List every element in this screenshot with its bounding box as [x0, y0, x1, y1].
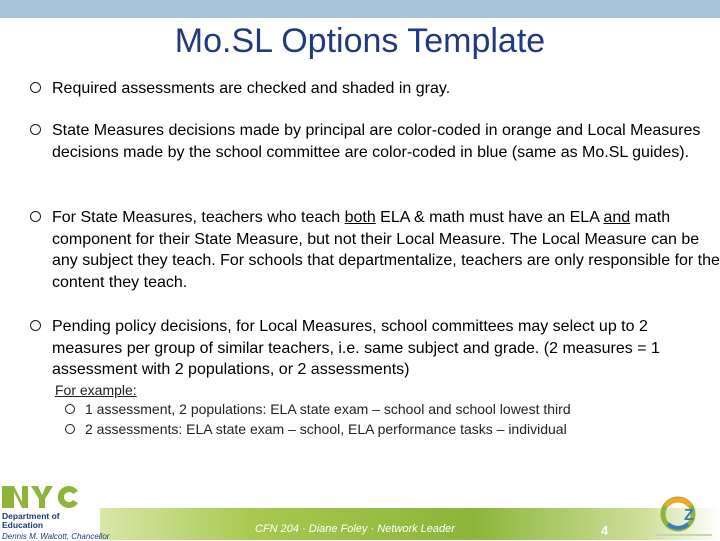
bullet-text-part: For State Measures, teachers who teach — [52, 209, 345, 226]
bullet-text: Required assessments are checked and shaded in gray. — [52, 80, 451, 97]
bullet-text-part: ELA & math must have an ELA — [375, 209, 604, 226]
example-lead: For example: — [55, 382, 137, 398]
bullet-item-pending-policy — [30, 316, 720, 381]
circle-bullet-icon — [30, 82, 41, 93]
underlined-word-and: and — [603, 209, 631, 226]
cfn-cluster-logo-icon — [648, 494, 718, 540]
circle-bullet-icon — [65, 424, 75, 434]
page-number: 4 — [601, 523, 609, 538]
example-item-text: 2 assessments: ELA state exam – school, ELA performance tasks – individual — [85, 420, 567, 437]
circle-bullet-icon — [30, 124, 41, 135]
bullet-text: State Measures decisions made by principal are color-coded in orange and Local Measures decisions made by the school committee are color-coded in blue (same as Mo.SL guides). — [52, 122, 701, 161]
circle-bullet-icon — [65, 404, 75, 414]
chancellor-signature: Dennis M. Walcott, Chancellor — [2, 532, 110, 541]
doe-logo-text — [2, 512, 60, 530]
bullet-item-required-assessments — [30, 78, 720, 100]
doe-line2: Education — [2, 520, 44, 530]
nyc-letters-icon — [2, 486, 78, 508]
example-block — [55, 381, 695, 439]
example-item — [55, 400, 695, 420]
example-item-text: 1 assessment, 2 populations: ELA state exam – school and school lowest third — [85, 401, 571, 417]
bullet-text: Pending policy decisions, for Local Measures, school committees may select up to 2 measures per group of similar teachers, i.e. same subject and grade. (2 measures = 1 assessment with 2 populations, or 2 assessments) — [52, 318, 660, 378]
circle-bullet-icon — [30, 211, 41, 222]
underlined-word-both: both — [344, 209, 376, 226]
example-item — [55, 420, 695, 440]
bullet-item-color-coding — [30, 120, 720, 163]
doe-line1: Department of — [2, 511, 60, 521]
bullet-text-part: math component for their State Measure, but not their Local Measure. The Local Measure can be any subject they teach. For schools that departmentalize, teachers are only responsible for the content they teach. — [52, 209, 720, 291]
bullet-item-state-measures — [30, 207, 720, 293]
page-title: Mo.SL Options Template — [174, 22, 546, 60]
circle-bullet-icon — [30, 320, 41, 331]
svg-text:Z: Z — [684, 507, 694, 524]
top-banner-bar — [0, 0, 720, 18]
footer-text: CFN 204 · Diane Foley · Network Leader — [255, 523, 455, 535]
